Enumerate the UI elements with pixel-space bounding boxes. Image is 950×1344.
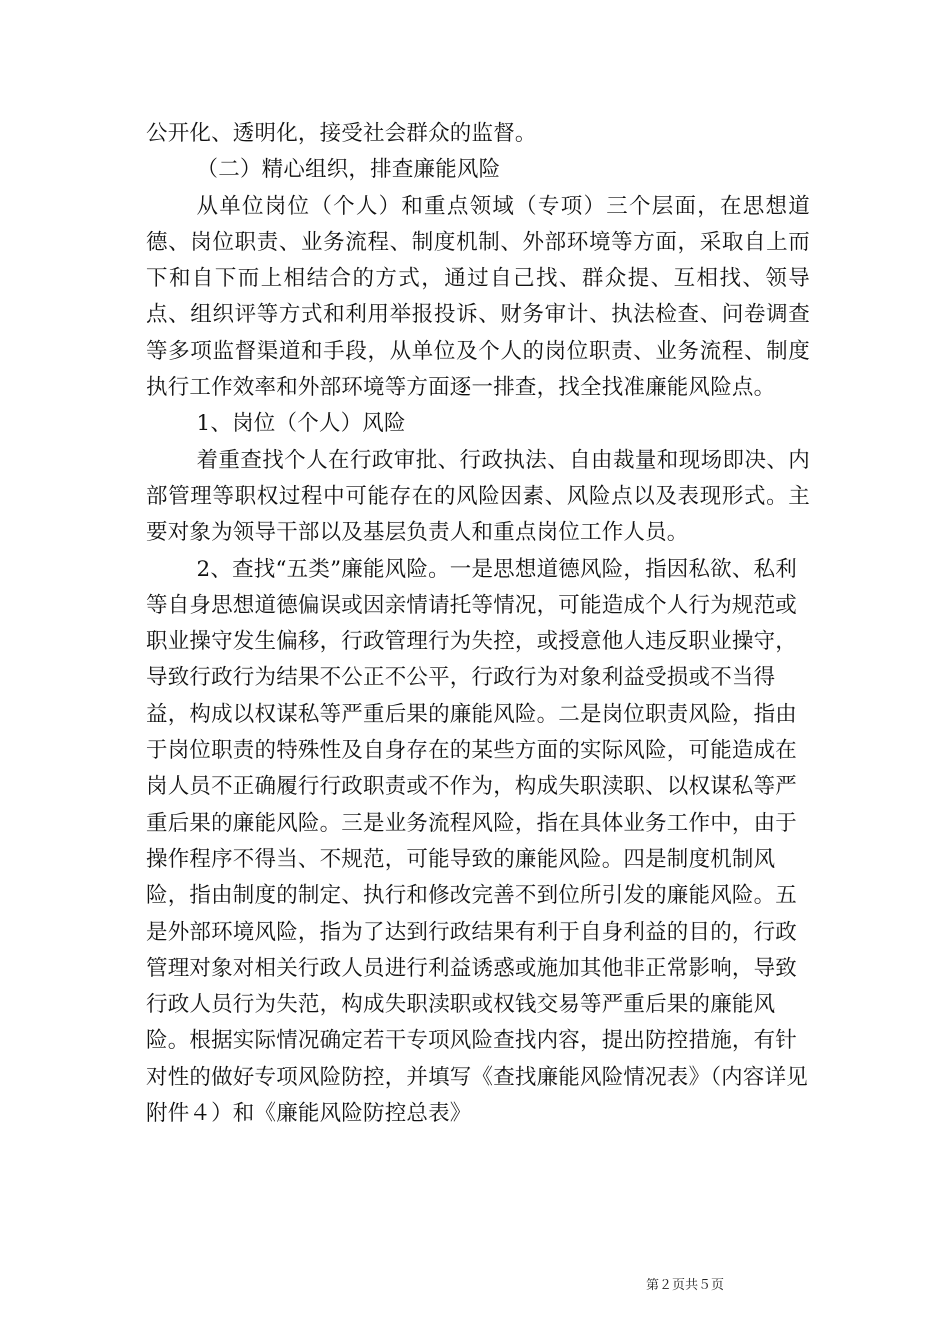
- subsection-heading: 1、岗位（个人）风险: [196, 411, 406, 437]
- page-number: 第２页共５页: [646, 1278, 725, 1293]
- section-heading: （二）精心组织，排查廉能风险: [196, 157, 501, 183]
- body-paragraph: 着重查找个人在行政审批、行政执法、自由裁量和现场即决、内部管理等职权过程中可能存在的风险因素、风险点以及表现形式。主要对象为领导干部以及基层负责人和重点岗位工作人员。: [146, 447, 810, 546]
- continuation-paragraph: 公开化、透明化，接受社会群众的监督。: [146, 121, 537, 146]
- body-paragraph: 2、查找“五类”廉能风险。一是思想道德风险，指因私欲、私利等自身思想道德偏误或因亲情请托等情况，可能造成个人行为规范或职业操守发生偏移，行政管理行为失控，或授意他人违反职业操守，导致行政行为结果不公正不公平，行政行为对象利益受损或不当得益，构成以权谋私等严重后果的廉能风险。二是岗位职责风险，指由于岗位职责的特殊性及自身存在的某些方面的实际风险，可能造成在岗人员不正确履行行政职责或不作为，构成失职渎职、以权谋私等严重后果的廉能风险。三是业务流程风险，指在具体业务工作中，由于操作程序不得当、不规范，可能导致的廉能风险。四是制度机制风险，指由制度的制定、执行和修改完善不到位所引发的廉能风险。五是外部环境风险，指为了达到行政结果有利于自身利益的目的，行政管理对象对相关行政人员进行利益诱惑或施加其他非正常影响，导致行政人员行为失范，构成失职渎职或权钱交易等严重后果的廉能风险。根据实际情况确定若干专项风险查找内容，提出防控措施，有针对性的做好专项风险防控，并填写《查找廉能风险情况表》（内容详见附件４）和《廉能风险防控总表》: [146, 556, 808, 1127]
- document-body: [146, 116, 810, 1132]
- body-paragraph: 从单位岗位（个人）和重点领域（专项）三个层面，在思想道德、岗位职责、业务流程、制度机制、外部环境等方面，采取自上而下和自下而上相结合的方式，通过自己找、群众提、互相找、领导点、组织评等方式和利用举报投诉、财务审计、执法检查、问卷调查等多项监督渠道和手段，从单位及个人的岗位职责、业务流程、制度执行工作效率和外部环境等方面逐一排查，找全找准廉能风险点。: [146, 193, 810, 401]
